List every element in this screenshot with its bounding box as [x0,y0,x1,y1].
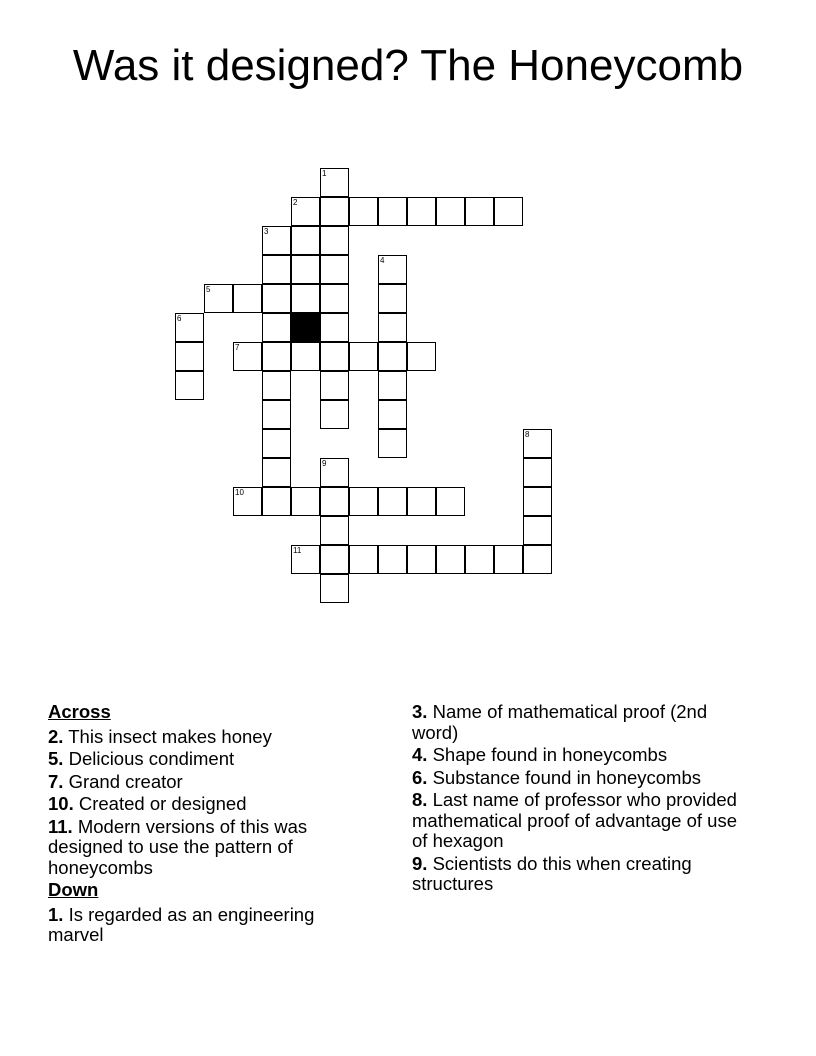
clue-item [412,768,752,789]
grid-cell[interactable] [262,226,291,255]
grid-cell[interactable] [407,545,436,574]
clue-number-label: 9. [412,852,428,874]
grid-cell[interactable] [407,487,436,516]
grid-cell[interactable] [291,284,320,313]
clue-number-label: 3. [412,701,428,722]
clue-number-label: 10. [48,793,74,814]
clue-item [48,772,368,793]
grid-cell[interactable] [494,197,523,226]
clue-number: 6 [177,314,182,323]
grid-cell[interactable] [320,168,349,197]
grid-cell[interactable] [291,197,320,226]
clue-number-label: 7. [48,770,64,792]
clue-item [48,727,368,748]
clue-number: 7 [235,343,240,352]
clue-number-label: 2. [48,725,64,747]
grid-cell[interactable] [233,342,262,371]
clue-number-label: 4. [412,744,428,765]
grid-cell[interactable] [320,487,349,516]
grid-cell[interactable] [378,342,407,371]
grid-cell[interactable] [320,313,349,342]
grid-cell[interactable] [291,255,320,284]
grid-cell[interactable] [523,545,552,574]
grid-cell[interactable] [378,400,407,429]
grid-cell[interactable] [465,545,494,574]
grid-cell[interactable] [291,487,320,516]
grid-cell[interactable] [349,342,378,371]
clue-number-label: 8. [412,789,428,810]
grid-cell[interactable] [175,313,204,342]
grid-cell[interactable] [262,487,291,516]
grid-cell[interactable] [349,197,378,226]
grid-cell[interactable] [291,545,320,574]
grid-cell[interactable] [175,342,204,371]
grid-cell[interactable] [465,197,494,226]
clue-item [412,790,752,852]
clue-text: Delicious condiment [63,748,235,769]
clue-number: 1 [322,169,327,178]
grid-cell[interactable] [320,516,349,545]
grid-cell[interactable] [320,458,349,487]
grid-cell[interactable] [523,487,552,516]
grid-cell[interactable] [378,429,407,458]
grid-cell[interactable] [262,400,291,429]
grid-cell[interactable] [378,313,407,342]
grid-cell[interactable] [320,545,349,574]
clue-item [48,749,368,770]
clue-text: Is regarded as an engineering marvel [48,903,315,945]
grid-cell[interactable] [262,458,291,487]
grid-block [291,313,320,342]
grid-cell[interactable] [349,545,378,574]
clue-text: Shape found in honeycombs [427,744,668,765]
clue-number: 9 [322,459,327,468]
clue-number: 2 [293,198,298,207]
clue-number-label: 1. [48,903,64,925]
clue-number: 8 [525,430,530,439]
grid-cell[interactable] [378,255,407,284]
grid-cell[interactable] [262,429,291,458]
clue-number-label: 11. [48,815,73,837]
clue-text: Scientists do this when creating structures [412,852,692,894]
grid-cell[interactable] [204,284,233,313]
clue-text: Created or designed [73,793,247,814]
grid-cell[interactable] [378,487,407,516]
clue-text: Modern versions of this was designed to use the pattern of honeycombs [48,815,308,878]
grid-cell[interactable] [378,284,407,313]
grid-cell[interactable] [320,400,349,429]
clue-text: Last name of professor who provided mathematical proof of advantage of use of hexagon [412,789,737,851]
grid-cell[interactable] [262,284,291,313]
grid-cell[interactable] [233,284,262,313]
grid-cell[interactable] [349,487,378,516]
grid-cell[interactable] [320,255,349,284]
down-clue-list-continued [412,702,752,897]
grid-cell[interactable] [175,371,204,400]
grid-cell[interactable] [262,342,291,371]
across-header: Across [48,701,111,722]
clue-number: 5 [206,285,211,294]
clue-text: Name of mathematical proof (2nd word) [412,701,708,743]
grid-cell[interactable] [320,284,349,313]
grid-cell[interactable] [378,545,407,574]
down-header: Down [48,879,99,900]
clue-item [412,854,752,895]
across-clue-list [48,727,368,881]
grid-cell[interactable] [494,545,523,574]
grid-cell[interactable] [407,197,436,226]
grid-cell[interactable] [320,342,349,371]
grid-cell[interactable] [320,197,349,226]
grid-cell[interactable] [320,371,349,400]
clue-text: Substance found in honeycombs [427,766,702,788]
clue-item [48,794,368,815]
grid-cell[interactable] [436,487,465,516]
grid-cell[interactable] [291,226,320,255]
clue-item [48,905,368,946]
clue-item [412,702,752,743]
clue-number: 4 [380,256,385,265]
clue-text: This insect makes honey [63,725,272,747]
clue-number-label: 6. [412,766,428,788]
grid-cell[interactable] [523,516,552,545]
grid-cell[interactable] [291,342,320,371]
grid-cell[interactable] [262,313,291,342]
grid-cell[interactable] [378,197,407,226]
grid-cell[interactable] [407,342,436,371]
clue-item [412,745,752,766]
grid-cell[interactable] [262,255,291,284]
clues-left-column [48,702,368,948]
clue-number-label: 5. [48,748,64,769]
grid-cell[interactable] [233,487,262,516]
grid-cell[interactable] [436,197,465,226]
grid-cell[interactable] [320,574,349,603]
clue-item [48,817,368,879]
clue-text: Grand creator [63,770,183,792]
clues-right-column [412,702,752,897]
grid-cell[interactable] [320,226,349,255]
grid-cell[interactable] [378,371,407,400]
down-clue-list [48,905,368,948]
grid-cell[interactable] [436,545,465,574]
grid-cell[interactable] [523,429,552,458]
clue-number: 3 [264,227,269,236]
grid-cell[interactable] [262,371,291,400]
puzzle-title: Was it designed? The Honeycomb [72,41,744,90]
clue-number: 10 [235,488,244,497]
clue-number: 11 [293,546,302,555]
grid-cell[interactable] [523,458,552,487]
